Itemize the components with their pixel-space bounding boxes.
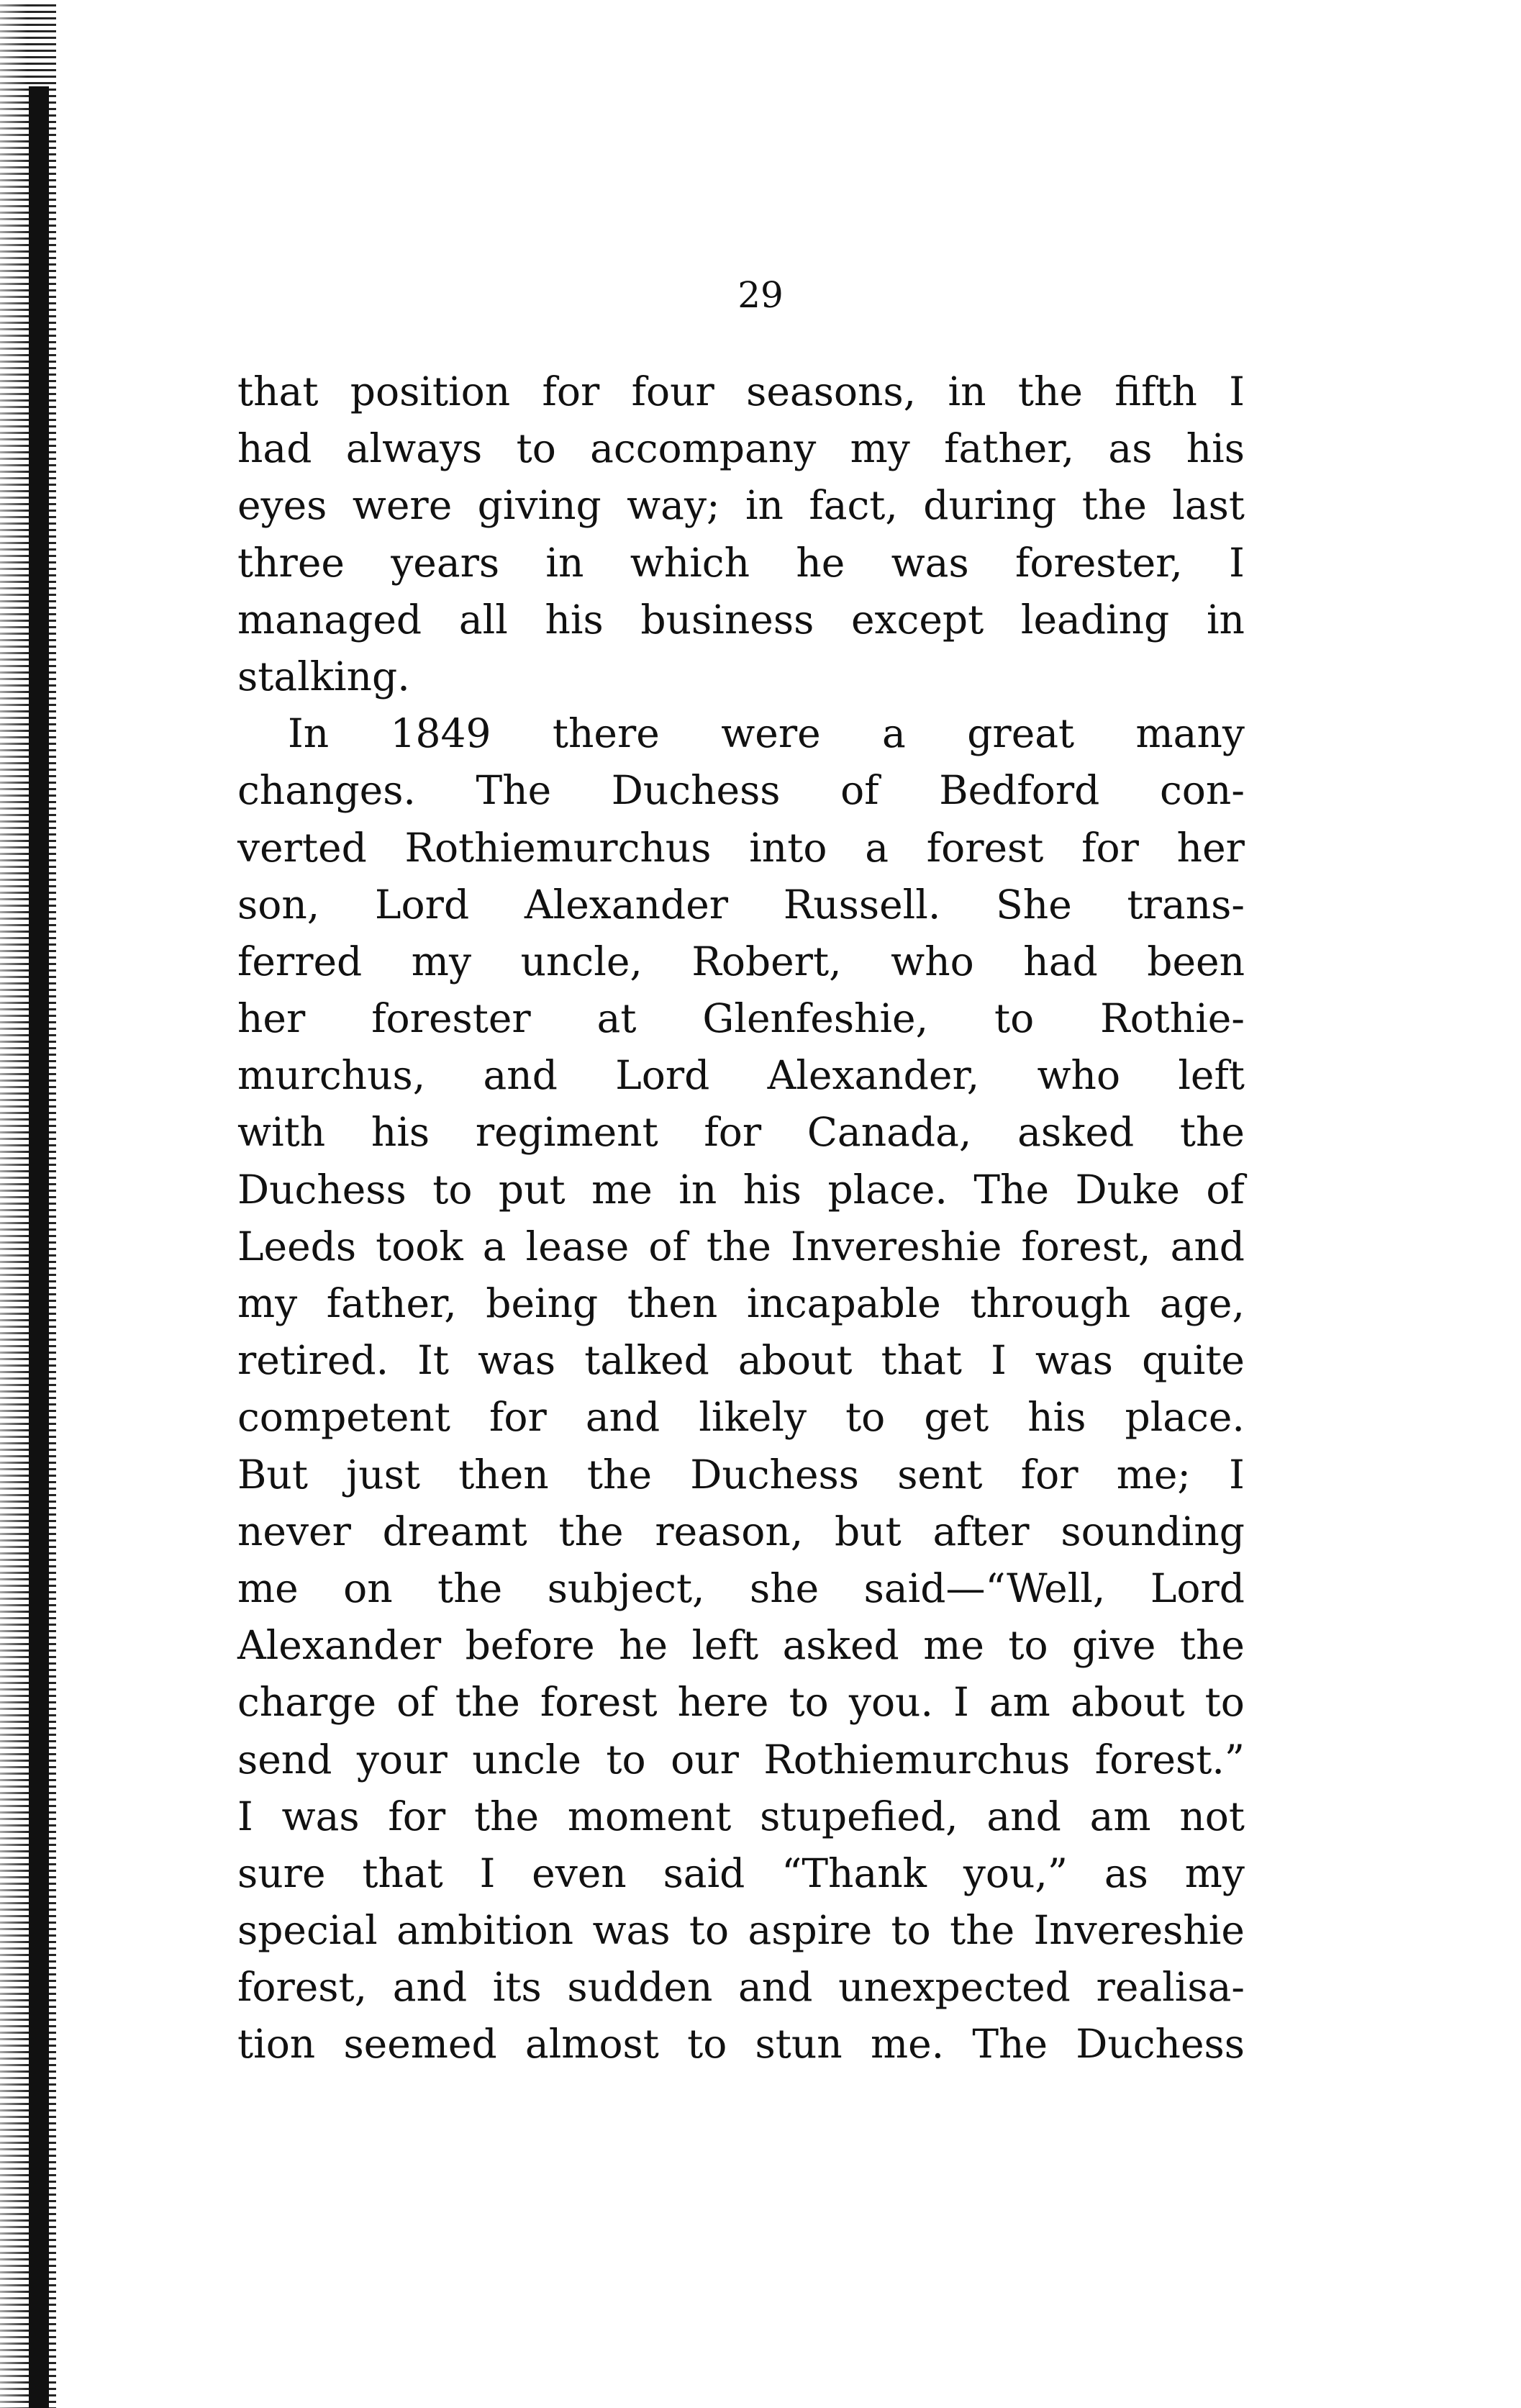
word: forest [926, 824, 1044, 871]
word: eyes [237, 482, 327, 529]
word: seemed [343, 2021, 497, 2068]
word: you. [848, 1679, 933, 1726]
word: of [1206, 1166, 1245, 1213]
word: then [458, 1451, 549, 1498]
word: were [352, 482, 453, 529]
word: before [465, 1622, 595, 1669]
word: asked [782, 1622, 899, 1669]
word: last [1172, 482, 1245, 529]
word: son, [237, 881, 320, 928]
word: ferred [237, 938, 363, 985]
word: except [850, 596, 984, 643]
word: con- [1160, 767, 1245, 814]
word: Rothiemurchus [763, 1736, 1071, 1783]
word: Invereshie [1033, 1907, 1245, 1954]
word: three [237, 539, 345, 586]
word: Duchess [690, 1451, 859, 1498]
word: Leeds [237, 1223, 357, 1269]
word: you,” [963, 1850, 1068, 1896]
text-line [237, 1959, 1245, 2016]
text-line [237, 477, 1245, 534]
text-line [237, 1218, 1245, 1275]
word: to [432, 1166, 473, 1213]
word: a [482, 1223, 507, 1269]
word: been [1147, 938, 1245, 985]
text-line [237, 2016, 1245, 2073]
text-line [237, 1617, 1245, 1674]
word: the [1179, 1109, 1245, 1156]
word: me; [1116, 1451, 1191, 1498]
word: In [288, 710, 330, 757]
text-line [237, 648, 1245, 705]
word: as [1108, 425, 1153, 472]
word: changes. [237, 767, 416, 814]
word: to [994, 995, 1035, 1042]
word: forester [371, 995, 531, 1042]
word: after [932, 1508, 1030, 1554]
word: ambition [396, 1907, 574, 1954]
word: forest [540, 1679, 658, 1726]
word: to [789, 1679, 829, 1726]
word: me. [870, 2021, 945, 2068]
text-line [237, 1104, 1245, 1161]
word: sudden [567, 1964, 713, 2011]
word: father, [326, 1280, 457, 1326]
word: get [924, 1394, 989, 1441]
word: that [362, 1850, 443, 1896]
word: and [392, 1964, 468, 2011]
word: Lord [375, 881, 470, 928]
text-line [237, 1275, 1245, 1332]
text-line [237, 363, 1245, 420]
text-line [237, 1047, 1245, 1104]
word: Bedford [939, 767, 1100, 814]
word: I [953, 1679, 969, 1726]
word: tion [237, 2021, 316, 2068]
word: Alexander, [767, 1052, 980, 1099]
word: your [356, 1736, 448, 1783]
word: am [1089, 1793, 1151, 1839]
word: trans- [1127, 881, 1245, 928]
word: took [376, 1223, 463, 1269]
word: to [845, 1394, 886, 1441]
word: 1849 [390, 710, 491, 757]
word: special [237, 1907, 378, 1954]
word: Rothiemurchus [404, 824, 712, 871]
page-number: 29 [737, 274, 784, 316]
word: Lord [615, 1052, 710, 1099]
word: was [1035, 1337, 1114, 1384]
text-line [237, 1162, 1245, 1218]
word: was [891, 539, 969, 586]
word: talked [584, 1337, 709, 1384]
word: forest.” [1094, 1736, 1245, 1783]
word: at [596, 995, 637, 1042]
word: his [545, 596, 604, 643]
text-line [237, 705, 1245, 762]
text-line [237, 1503, 1245, 1560]
word: forest, [1021, 1223, 1151, 1269]
word: incapable [746, 1280, 941, 1326]
word: It [417, 1337, 449, 1384]
text-line [237, 990, 1245, 1047]
word: to [606, 1736, 646, 1783]
word: Lord [1150, 1565, 1245, 1611]
word: fact, [809, 482, 898, 529]
word: was [478, 1337, 556, 1384]
word: place. [827, 1166, 948, 1213]
word: the [455, 1679, 520, 1726]
word: the [558, 1508, 624, 1554]
word: the [1179, 1622, 1245, 1669]
word: Russell. [783, 881, 941, 928]
word: I [991, 1337, 1007, 1384]
word: realisa- [1096, 1964, 1245, 2011]
word: had [237, 425, 312, 472]
word: my [237, 1280, 298, 1326]
word: and [738, 1964, 813, 2011]
word: in [948, 368, 986, 415]
word: years [391, 539, 500, 586]
word: its [492, 1964, 542, 2011]
word: The [476, 767, 552, 814]
word: the [473, 1793, 540, 1839]
word: to [1204, 1679, 1245, 1726]
word: the [437, 1565, 503, 1611]
word: about [737, 1337, 853, 1384]
word: my [411, 938, 472, 985]
word: said [663, 1850, 745, 1896]
word: leading [1020, 596, 1170, 643]
word: regiment [475, 1109, 658, 1156]
word: competent [237, 1394, 451, 1441]
word: likely [699, 1394, 807, 1441]
word: for [704, 1109, 762, 1156]
word: I [1229, 539, 1245, 586]
word: The [972, 2021, 1048, 2068]
body-text [237, 363, 1245, 2073]
word: age, [1159, 1280, 1245, 1326]
word: and [585, 1394, 660, 1441]
word: to [516, 425, 556, 472]
word: here [677, 1679, 769, 1726]
word: a [882, 710, 906, 757]
word: that [237, 368, 319, 415]
word: Alexander [524, 881, 729, 928]
word: sure [237, 1850, 326, 1896]
word: was [281, 1793, 360, 1839]
word: uncle [472, 1736, 581, 1783]
text-line [237, 762, 1245, 819]
word: me [923, 1622, 984, 1669]
word: the [1017, 368, 1083, 415]
text-line [237, 820, 1245, 877]
word: being [486, 1280, 599, 1326]
word: not [1179, 1793, 1245, 1839]
word: The [973, 1166, 1050, 1213]
word: stalking. [237, 653, 410, 700]
word: sounding [1061, 1508, 1245, 1554]
word: stun [755, 2021, 843, 2068]
word: there [552, 710, 660, 757]
word: the [950, 1907, 1015, 1954]
word: his [1186, 425, 1245, 472]
word: I [1229, 368, 1245, 415]
word: me [591, 1166, 653, 1213]
word: great [967, 710, 1075, 757]
word: just [346, 1451, 420, 1498]
word: give [1072, 1622, 1156, 1669]
word: left [1178, 1052, 1245, 1099]
word: Invereshie [790, 1223, 1002, 1269]
word: as [1104, 1850, 1148, 1896]
word: forester, [1014, 539, 1183, 586]
word: to [1008, 1622, 1048, 1669]
word: of [840, 767, 879, 814]
word: “Thank [781, 1850, 927, 1896]
word: to [891, 1907, 931, 1954]
word: many [1135, 710, 1245, 757]
word: a [865, 824, 889, 871]
word: for [388, 1793, 446, 1839]
word: were [721, 710, 821, 757]
word: the [1081, 482, 1147, 529]
word: subject, [547, 1565, 705, 1611]
word: moment [567, 1793, 732, 1839]
word: sent [897, 1451, 983, 1498]
word: She [996, 881, 1072, 928]
word: I [1229, 1451, 1245, 1498]
text-line [237, 1845, 1245, 1902]
word: but [835, 1508, 902, 1554]
word: about [1070, 1679, 1185, 1726]
word: the [706, 1223, 771, 1269]
word: am [989, 1679, 1050, 1726]
word: send [237, 1736, 332, 1783]
text-line [237, 1389, 1245, 1446]
word: even [532, 1850, 627, 1896]
word: on [343, 1565, 393, 1611]
word: aspire [748, 1907, 873, 1954]
word: Alexander [237, 1622, 442, 1669]
word: giving [477, 482, 601, 529]
word: almost [525, 2021, 659, 2068]
word: he [796, 539, 845, 586]
word: forest, [237, 1964, 368, 2011]
word: Duke [1075, 1166, 1180, 1213]
text-line [237, 592, 1245, 648]
word: who [1037, 1052, 1121, 1099]
word: my [850, 425, 910, 472]
word: Duchess [237, 1166, 407, 1213]
word: said—“Well, [863, 1565, 1106, 1611]
word: charge [237, 1679, 377, 1726]
word: into [749, 824, 827, 871]
word: never [237, 1508, 351, 1554]
word: through [970, 1280, 1131, 1326]
word: in [545, 539, 584, 586]
scanned-binding-edge [0, 0, 56, 2408]
text-line [237, 535, 1245, 592]
word: me [237, 1565, 299, 1611]
word: Glenfeshie, [702, 995, 929, 1042]
word: murchus, [237, 1052, 426, 1099]
text-line [237, 1788, 1245, 1845]
word: managed [237, 596, 422, 643]
word: for [542, 368, 600, 415]
word: quite [1142, 1337, 1245, 1384]
word: stupefied, [760, 1793, 958, 1839]
word: which [630, 539, 750, 586]
word: business [640, 596, 814, 643]
word: during [923, 482, 1057, 529]
word: reason, [655, 1508, 804, 1554]
text-line [237, 1902, 1245, 1959]
word: in [1206, 596, 1245, 643]
word: and [986, 1793, 1061, 1839]
word: asked [1017, 1109, 1135, 1156]
text-line [237, 1560, 1245, 1617]
text-line [237, 1447, 1245, 1503]
word: always [345, 425, 483, 472]
word: Canada, [807, 1109, 972, 1156]
word: she [750, 1565, 819, 1611]
word: then [627, 1280, 718, 1326]
word: in [745, 482, 784, 529]
word: verted [237, 824, 367, 871]
word: I [237, 1793, 253, 1839]
word: father, [944, 425, 1075, 472]
word: position [350, 368, 511, 415]
word: my [1184, 1850, 1245, 1896]
text-line [237, 1674, 1245, 1731]
word: and [1170, 1223, 1245, 1269]
word: Duchess [1076, 2021, 1245, 2068]
word: who [891, 938, 974, 985]
word: of [648, 1223, 687, 1269]
word: dreamt [382, 1508, 527, 1554]
word: fifth [1114, 368, 1197, 415]
word: Duchess [611, 767, 781, 814]
word: for [489, 1394, 547, 1441]
word: his [371, 1109, 430, 1156]
word: her [1176, 824, 1245, 871]
word: way; [627, 482, 720, 529]
word: seasons, [746, 368, 917, 415]
text-line [237, 420, 1245, 477]
word: place. [1125, 1394, 1245, 1441]
word: uncle, [520, 938, 643, 985]
word: his [1027, 1394, 1086, 1441]
word: retired. [237, 1337, 389, 1384]
word: her [237, 995, 306, 1042]
word: lease [525, 1223, 630, 1269]
word: put [498, 1166, 566, 1213]
word: left [691, 1622, 759, 1669]
word: to [689, 1907, 730, 1954]
text-line [237, 877, 1245, 933]
word: that [881, 1337, 963, 1384]
word: for [1081, 824, 1139, 871]
word: the [586, 1451, 652, 1498]
word: our [671, 1736, 739, 1783]
word: I [479, 1850, 496, 1896]
word: Robert, [691, 938, 842, 985]
word: with [237, 1109, 326, 1156]
text-line [237, 1732, 1245, 1788]
word: Rothie- [1100, 995, 1245, 1042]
text-line [237, 1332, 1245, 1389]
word: he [619, 1622, 668, 1669]
word: his [743, 1166, 802, 1213]
text-line [237, 933, 1245, 990]
word: was [592, 1907, 671, 1954]
word: for [1020, 1451, 1079, 1498]
word: But [237, 1451, 308, 1498]
word: four [631, 368, 714, 415]
word: to [687, 2021, 727, 2068]
word: all [458, 596, 508, 643]
word: in [678, 1166, 717, 1213]
word: of [396, 1679, 435, 1726]
word: and [483, 1052, 558, 1099]
word: accompany [590, 425, 817, 472]
word: had [1023, 938, 1098, 985]
word: unexpected [838, 1964, 1071, 2011]
